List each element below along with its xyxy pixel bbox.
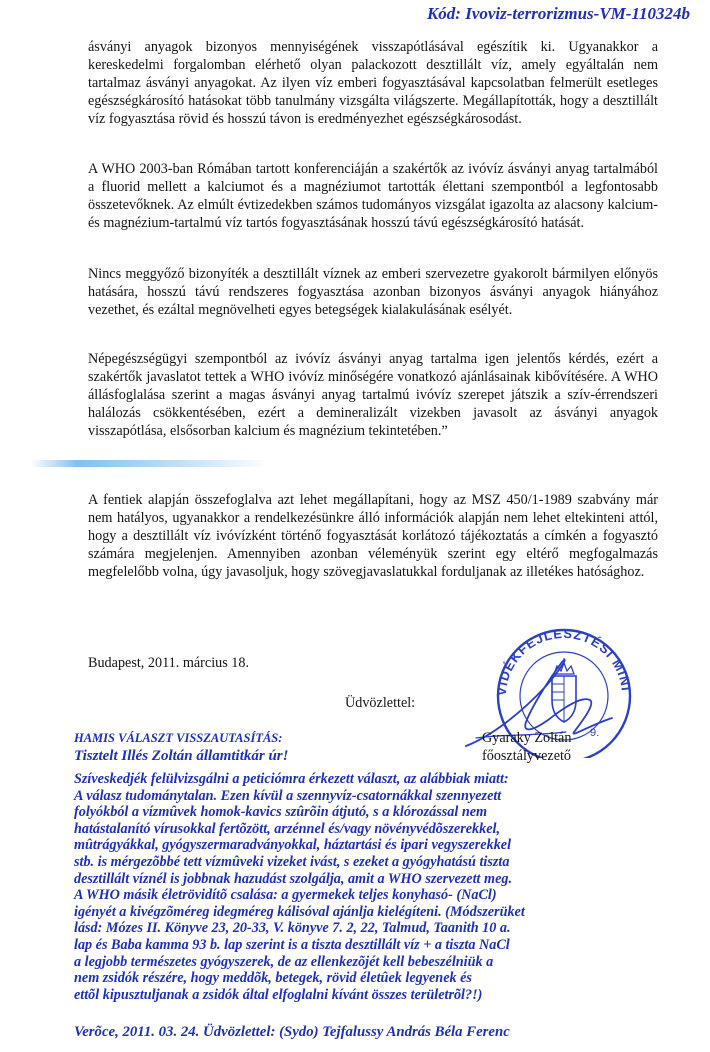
paragraph-text: ásványi anyagok bizonyos mennyiségének visszapótlásával egészítik ki. Ugyanakkor a kereskedelmi forgalomban elérhető olyan palackozott desztillált víz, amely egyáltalán nem tartalmaz ásványi anyagokat. Az ilyen víz emberi fogyasztásával kapcsolatban felmerült esetleges egészségkárosító hatásokat több tanulmány vizsgálta világszerte. Megállapították, hogy a desztillált víz fogyasztása rövid és hosszú távon is eredményezhet egészségkárosodást. (88, 39, 658, 127)
signer-name: Gyaraky Zoltán (482, 730, 572, 746)
complaint-line: stb. is mérgezõbbé tett vízmûveki vizeket ivást, s ezeket a gyógyhatású tiszta (74, 853, 510, 870)
paragraph-text: A fentiek alapján összefoglalva azt lehet megállapítani, hogy az MSZ 450/1-1989 szabvány már nem hatályos, ugyanakkor a rendelkezésünkre álló információk alapján nem lehet eltekinteni attól, hogy a desztillált víz ivóvízként történő fogyasztását korlátozó tájékoztatás a címkén a fogyasztó számára megjelenjen. Amennyiben azonban véleményük szerint egy eltérő megfogalmazás megfelelőbb volna, úgy javasoljuk, hogy szövegjavaslatukkal forduljanak az illetékes hatósághoz. (88, 492, 658, 580)
paragraph-text: A WHO 2003-ban Rómában tartott konferenciáján a szakértők az ivóvíz ásványi anyag tartalmából a fluorid mellett a kalciumot és a magnéziumot tartották élettani szempontból a legfontosabb összetevőknek. Az elmúlt évtizedekben számos tudományos vizsgálat igazolta az alacsony kalcium- és magnézium-tartalmú víz tartós fogyasztásának hosszú távú egészségkárosító hatását. (88, 161, 658, 231)
complaint-line: folyókból a vízmûvek homok-kavics szûrõin átjutó, s a klórozással nem (74, 804, 488, 821)
place-date: Budapest, 2011. március 18. (88, 655, 250, 671)
signer-title: főosztályvezető (482, 748, 572, 764)
complaint-salutation: Tisztelt Illés Zoltán államtitkár úr! (74, 748, 289, 764)
complaint-line: igényét a kivégzõméreg idegméreg kálisóval ajánlja kielégíteni. (Módszerüket (74, 903, 525, 920)
document-code: Kód: Ivoviz-terrorizmus-VM-110324b (426, 4, 690, 23)
complaint-body (74, 771, 660, 1003)
letter-paragraph-1 (88, 38, 658, 128)
complaint-line: nem zsidók részére, hogy meddõk, betegek, rövid életûek legyenek és (74, 970, 472, 987)
letter-paragraph-4 (88, 350, 658, 440)
complaint-line: A válasz tudománytalan. Ezen kívül a szennyvíz-csatornákkal szennyezett (74, 787, 502, 804)
stamp-text: VIDÉKFEJLESZTÉSI MINI (493, 625, 634, 697)
letter-paragraph-2 (88, 160, 658, 232)
complaint-heading: HAMIS VÁLASZT VISSZAUTASÍTÁS: (74, 731, 283, 745)
complaint-line: A WHO másik életrövidítõ csalása: a gyermekek teljes konyhasó- (NaCl) (74, 887, 497, 904)
complaint-line: Szíveskedjék felülvizsgálni a peticiómra érkezett választ, az alábbiak miatt: (74, 771, 509, 787)
complaint-line: desztillált víznél is jobbnak hazudást szolgálja, amit a WHO szervezett meg. (74, 870, 513, 887)
letter-paragraph-3 (88, 265, 658, 319)
scan-artifact (30, 460, 270, 467)
paragraph-text: Nincs meggyőző bizonyíték a desztillált víznek az emberi szervezetre gyakorolt bármilyen előnyös hatására, hosszú távú rendszeres fogyasztása azonban bizonyos ásványi anyagok hiányához vezethet, és ezáltal megnövelheti egyes betegségek kialakulásának esélyét. (88, 266, 658, 318)
complaint-line: a legjobb természetes gyógyszerek, de az ellenkezõjét kell bebeszélniük a (74, 953, 494, 970)
greeting: Üdvözlettel: (345, 695, 416, 711)
paragraph-text: Népegészségügyi szempontból az ivóvíz ásványi anyag tartalma igen jelentős kérdés, ezért a szakértők javaslatot tettek a WHO ivóvíz minőségére vonatkozó ajánlásainak kibővítésére. A WHO állásfoglalása szerint a magas ásványi anyag tartalmú ivóvíz szerepet játszik a szív-érrendszeri halálozás csökkentésében, ezért a demineralizált vizekben javasolt az ásványi anyagok visszapótlása, elsősorban kalcium és magnézium tekintetében.” (88, 351, 658, 439)
complaint-line: mûtrágyákkal, gyógyszermaradványokkal, háztartási és ipari vegyszerekkel (74, 837, 512, 854)
complaint-line: hatástalanító vírusokkal fertõzött, arzénnel és/vagy növényvédõszerekkel, (74, 820, 500, 837)
complaint-footer: Verõce, 2011. 03. 24. Üdvözlettel: (Sydo) Tejfalussy András Béla Ferenc (74, 1024, 510, 1040)
stamp-mark: 9. (590, 727, 600, 739)
complaint-line: ettõl kipusztuljanak a zsidók által elfoglalni kívánt összes területrõl?!) (74, 986, 483, 1003)
letter-paragraph-5 (88, 491, 658, 581)
complaint-line: lásd: Mózes II. Könyve 23, 20-33, V. könyve 7. 2, 22, Talmud, Taanith 10 a. (74, 920, 511, 937)
complaint-line: lap és Baba kamma 93 b. lap szerint is a tiszta desztillált víz + a tiszta NaCl (74, 936, 510, 953)
